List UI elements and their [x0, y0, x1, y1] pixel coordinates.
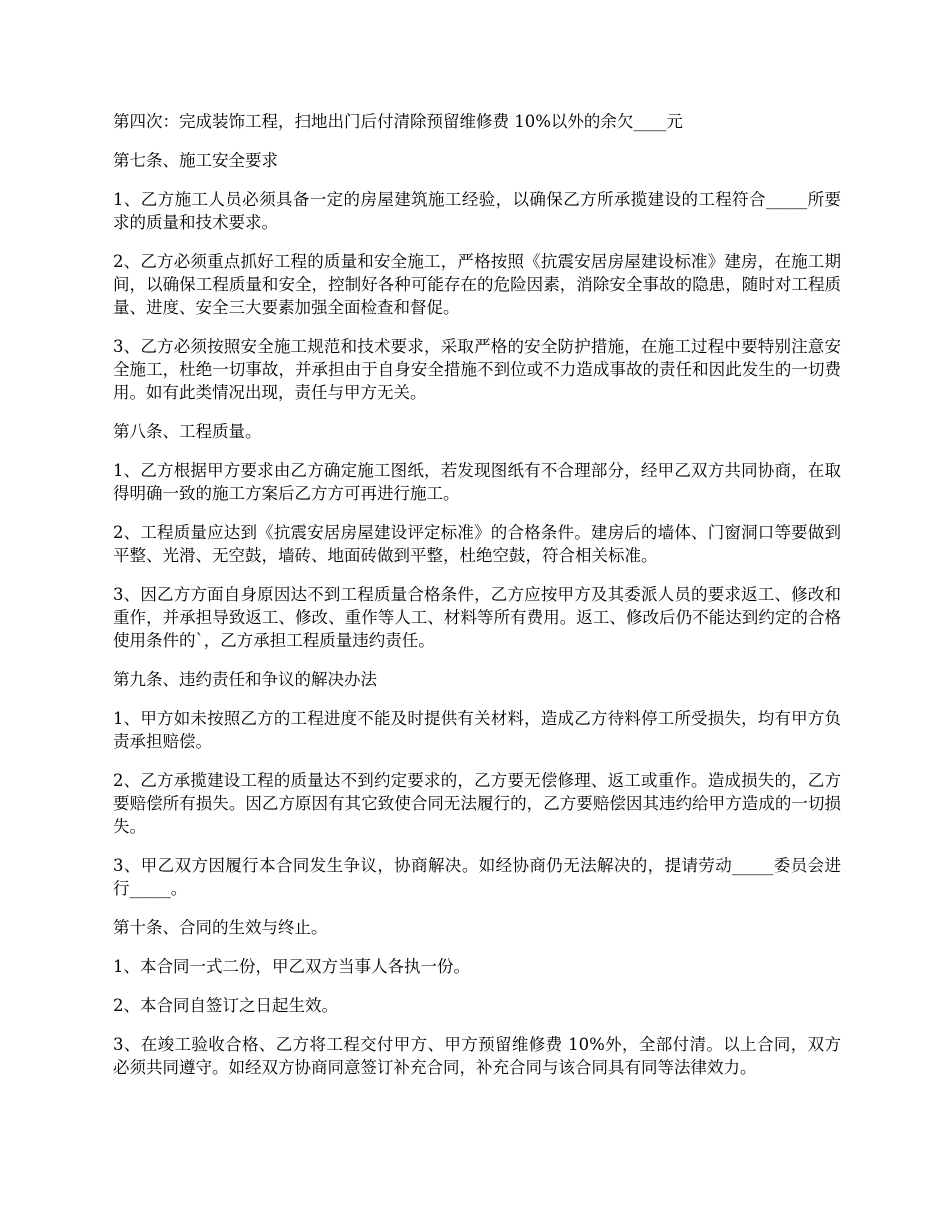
article-7-clause-2: 2、乙方必须重点抓好工程的质量和安全施工，严格按照《抗震安居房屋建设标准》建房，在施工期间，以确保工程质量和安全，控制好各种可能存在的危险因素，消除安全事故的隐患，随时对工程质量、进度、安全三大要素加强全面检查和督促。: [113, 252, 841, 317]
article-9-clause-1: 1、甲方如未按照乙方的工程进度不能及时提供有关材料，造成乙方待料停工所受损失，均有甲方负责承担赔偿。: [113, 709, 841, 751]
article-7-clause-3: 3、乙方必须按照安全施工规范和技术要求，采取严格的安全防护措施，在施工过程中要特别注意安全施工，杜绝一切事故，并承担由于自身安全措施不到位或不力造成事故的责任和因此发生的一切费用。如有此类情况出现，责任与甲方无关。: [113, 337, 841, 402]
article-10-clause-1: 1、本合同一式二份，甲乙双方当事人各执一份。: [113, 957, 470, 976]
article-7-heading: 第七条、施工安全要求: [113, 151, 278, 170]
article-9-clause-3: 3、甲乙双方因履行本合同发生争议，协商解决。如经协商仍无法解决的，提请劳动_____委员会进行_____。: [113, 856, 841, 898]
article-10-clause-3: 3、在竣工验收合格、乙方将工程交付甲方、甲方预留维修费 10%外，全部付清。以上合同，双方必须共同遵守。如经双方协商同意签订补充合同，补充合同与该合同具有同等法律效力。: [113, 1035, 841, 1077]
article-8-clause-1: 1、乙方根据甲方要求由乙方确定施工图纸，若发现图纸有不合理部分，经甲乙双方共同协商，在取得明确一致的施工方案后乙方方可再进行施工。: [113, 461, 841, 503]
article-8-heading: 第八条、工程质量。: [113, 422, 262, 441]
article-10-heading: 第十条、合同的生效与终止。: [113, 918, 328, 937]
payment-fourth-installment: 第四次：完成装饰工程，扫地出门后付清除预留维修费 10%以外的余欠____元: [113, 112, 683, 131]
article-9-heading: 第九条、违约责任和争议的解决办法: [113, 670, 377, 689]
article-8-clause-3: 3、因乙方方面自身原因达不到工程质量合格条件，乙方应按甲方及其委派人员的要求返工、修改和重作，并承担导致返工、修改、重作等人工、材料等所有费用。返工、修改后仍不能达到约定的合格使用条件的`，乙方承担工程质量违约责任。: [113, 585, 841, 650]
article-8-clause-2: 2、工程质量应达到《抗震安居房屋建设评定标准》的合格条件。建房后的墙体、门窗洞口等要做到平整、光滑、无空鼓，墙砖、地面砖做到平整，杜绝空鼓，符合相关标准。: [113, 523, 841, 565]
document-body: [113, 110, 841, 1095]
article-10-clause-2: 2、本合同自签订之日起生效。: [113, 996, 338, 1015]
article-9-clause-2: 2、乙方承揽建设工程的质量达不到约定要求的，乙方要无偿修理、返工或重作。造成损失的，乙方要赔偿所有损失。因乙方原因有其它致使合同无法履行的，乙方要赔偿因其违约给甲方造成的一切损失。: [113, 771, 841, 836]
article-7-clause-1: 1、乙方施工人员必须具备一定的房屋建筑施工经验，以确保乙方所承揽建设的工程符合_____所要求的质量和技术要求。: [113, 190, 841, 232]
